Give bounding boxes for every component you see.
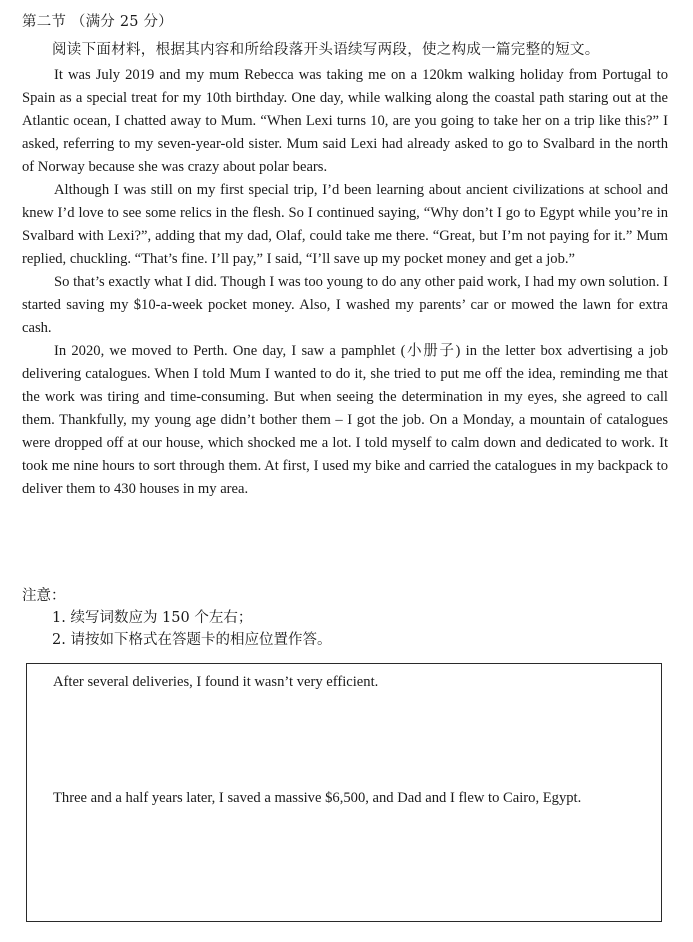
passage-paragraph-3: So that’s exactly what I did. Though I was too young to do any other paid work, I had my own solution. I started saving my $10-a-week pocket money. Also, I washed my parents’ car or mowed the lawn for extra cash. [22, 274, 668, 336]
answer-box [26, 663, 662, 922]
passage-paragraph-2: Although I was still on my first special trip, I’d been learning about ancient civilizations at school and knew I’d love to see some relics in the flesh. So I continued saying, “Why don’t I go to Egypt while you’re in Svalbard with Lexi?”, adding that my dad, Olaf, could take me there. “Great, but I’m not paying for it.” Mum replied, chuckling. “That’s fine. I’ll pay,” I said, “I’ll save up my pocket money and get a job.” [22, 182, 668, 267]
passage-paragraph-4: In 2020, we moved to Perth. One day, I saw a pamphlet (小册子) in the letter box advertising a job delivering catalogues. When I told Mum I wanted to do it, she tried to put me off the idea, reminding me that the work was tiring and time-consuming. But when seeing the determination in my eyes, she agreed to call them. Thankfully, my young age didn’t bother them – I got the job. On a Monday, a mountain of catalogues were dropped off at our house, which shocked me a lot. I told myself to calm down and dedicated to work. It took me nine hours to sort through them. At first, I used my bike and carried the catalogues in my backpack to deliver them to 430 houses in my area. [22, 343, 668, 497]
note-item-2: 2. 请按如下格式在答题卡的相应位置作答。 [52, 632, 332, 648]
passage-paragraph-1: It was July 2019 and my mum Rebecca was taking me on a 120km walking holiday from Portugal to Spain as a special treat for my 10th birthday. One day, while walking along the coastal path staring out at the Atlantic ocean, I chatted away to Mum. “When Lexi turns 10, are you going to take her on a trip like this?” I asked, referring to my seven-year-old sister. Mum said Lexi had already asked to go to Svalbard in the north of Norway because she was crazy about polar bears. [22, 67, 668, 175]
second-paragraph-prompt: Three and a half years later, I saved a massive $6,500, and Dad and I flew to Cairo, Egypt. [53, 790, 582, 806]
notes-section [22, 585, 331, 651]
section-instruction: 阅读下面材料，根据其内容和所给段落开头语续写两段，使之构成一篇完整的短文。 [52, 42, 600, 58]
notes-list [52, 607, 331, 651]
notes-title: 注意： [22, 588, 66, 604]
note-item-1: 1. 续写词数应为 150 个左右； [52, 610, 253, 626]
section-title: 第二节 （满分 25 分） [22, 14, 173, 30]
first-paragraph-prompt: After several deliveries, I found it wasn’t very efficient. [53, 674, 379, 690]
reading-passage [22, 64, 668, 501]
